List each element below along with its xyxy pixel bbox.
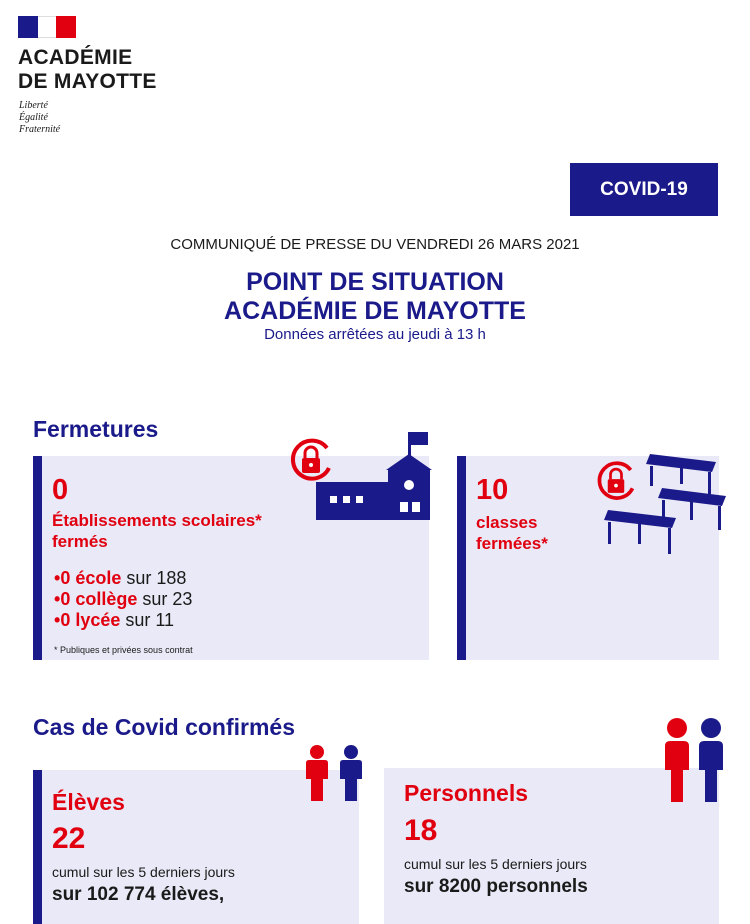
personnels-label: Personnels <box>404 780 528 806</box>
list-item <box>54 568 192 589</box>
section-title-cas-covid: Cas de Covid confirmés <box>33 714 296 740</box>
covid-badge: COVID-19 <box>570 163 718 216</box>
classes-label <box>476 512 548 554</box>
motto-liberte: Liberté <box>19 100 48 111</box>
footnote: * Publiques et privées sous contrat <box>54 645 193 655</box>
eleves-total: sur 102 774 élèves, <box>52 884 225 905</box>
republic-motto <box>19 100 60 136</box>
section-title-fermetures: Fermetures <box>33 416 159 442</box>
etablissements-count: 0 <box>52 474 69 506</box>
etablissements-label <box>52 510 262 552</box>
page-title <box>0 268 750 326</box>
college-total: sur 23 <box>137 589 193 609</box>
personnels-cumul: cumul sur les 5 derniers jours <box>404 856 587 872</box>
school-building-icon <box>316 430 434 520</box>
press-communique: COMMUNIQUÉ DE PRESSE DU VENDREDI 26 MARS 2021 <box>170 236 580 253</box>
personnels-total: sur 8200 personnels <box>404 876 588 897</box>
lycee-closed-count: 0 lycée <box>60 610 121 630</box>
people-icon <box>302 745 368 803</box>
motto-egalite: Égalité <box>19 112 48 123</box>
ecole-total: sur 188 <box>121 568 187 588</box>
closures-list <box>54 568 192 631</box>
bullet-dot: • <box>54 589 61 609</box>
bullet-dot: • <box>54 610 61 630</box>
eleves-count: 22 <box>52 822 86 855</box>
lycee-total: sur 11 <box>120 610 175 630</box>
personnels-count: 18 <box>404 814 438 847</box>
ecole-closed-count: 0 école <box>60 568 122 588</box>
marianne-flag-icon <box>18 16 76 38</box>
academy-name <box>18 46 157 94</box>
motto-fraternite: Fraternité <box>19 124 61 135</box>
title-line-1: POINT DE SITUATION <box>246 268 504 296</box>
bullet-dot: • <box>54 568 61 588</box>
people-icon <box>662 718 728 804</box>
list-item <box>54 589 192 610</box>
etablissements-label-line-2: fermés <box>52 532 108 551</box>
academy-line-1: ACADÉMIE <box>18 46 133 69</box>
academy-line-2: DE MAYOTTE <box>18 70 157 93</box>
title-line-2: ACADÉMIE DE MAYOTTE <box>224 297 526 325</box>
classes-count: 10 <box>476 474 509 506</box>
classes-label-line-2: fermées* <box>476 534 548 553</box>
classes-label-line-1: classes <box>476 513 538 532</box>
eleves-cumul: cumul sur les 5 derniers jours <box>52 864 235 880</box>
college-closed-count: 0 collège <box>60 589 138 609</box>
eleves-label: Élèves <box>52 789 125 815</box>
classroom-desks-icon <box>604 448 730 560</box>
data-cutoff-note: Données arrêtées au jeudi à 13 h <box>264 326 486 343</box>
etablissements-label-line-1: Établissements scolaires* <box>52 511 262 530</box>
list-item <box>54 610 192 631</box>
